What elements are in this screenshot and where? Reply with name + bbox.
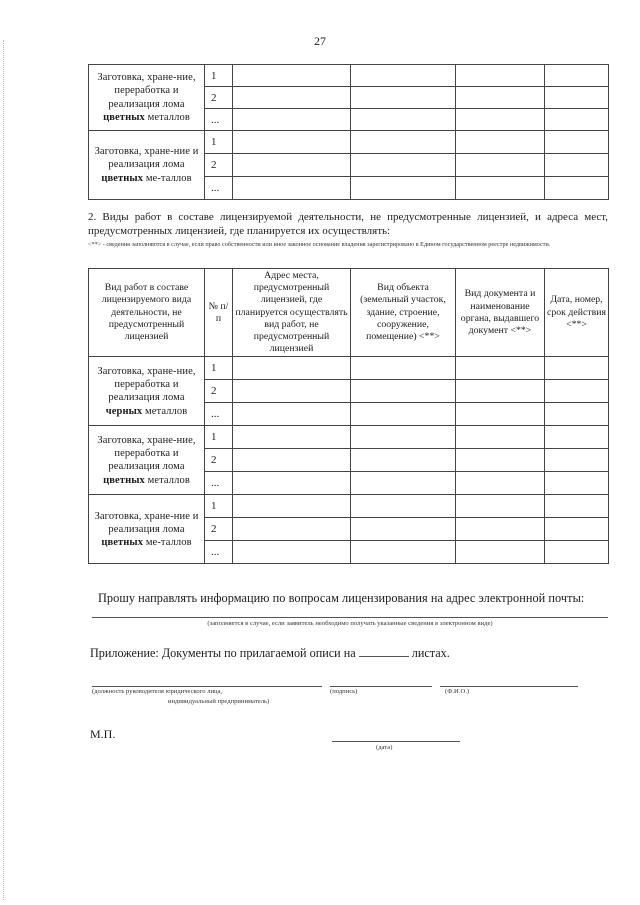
attachment-prefix: Приложение: Документы по прилагаемой описи на: [90, 646, 356, 660]
row-number: ...: [205, 403, 233, 426]
row-number: 1: [205, 65, 233, 87]
table-cell[interactable]: [351, 154, 456, 177]
name-caption: (Ф.И.О.): [445, 688, 470, 695]
table-cell[interactable]: [351, 495, 456, 518]
table-cell[interactable]: [351, 541, 456, 564]
table-cell[interactable]: [545, 357, 609, 380]
table-cell[interactable]: [456, 495, 545, 518]
table-cell[interactable]: [456, 541, 545, 564]
row-number: 2: [205, 449, 233, 472]
table-cell[interactable]: [456, 65, 545, 87]
table-cell[interactable]: [351, 518, 456, 541]
table-cell[interactable]: [351, 357, 456, 380]
table-cell[interactable]: [351, 426, 456, 449]
table-cell[interactable]: [351, 380, 456, 403]
date-field[interactable]: [332, 741, 460, 742]
table-cell[interactable]: [456, 380, 545, 403]
table-cell[interactable]: [233, 495, 351, 518]
table-cell[interactable]: [233, 403, 351, 426]
work-type-cell: Заготовка, хране-ние, переработка и реализация лома цветных металлов: [89, 65, 205, 131]
date-caption: (дата): [376, 744, 393, 751]
signature-caption: (подпись): [330, 688, 358, 695]
row-number: ...: [205, 177, 233, 200]
table-cell[interactable]: [351, 472, 456, 495]
work-type-cell: Заготовка, хране-ние, переработка и реализация лома цветных металлов: [89, 426, 205, 495]
table-cell[interactable]: [233, 109, 351, 131]
table-cell[interactable]: [545, 449, 609, 472]
table-cell[interactable]: [233, 131, 351, 154]
table-cell[interactable]: [456, 518, 545, 541]
header-document: Вид документа и наименование органа, выдавшего документ <**>: [456, 269, 545, 357]
table-cell[interactable]: [233, 154, 351, 177]
table-additional-works: [88, 268, 609, 564]
table-cell[interactable]: [233, 472, 351, 495]
table-cell[interactable]: [233, 380, 351, 403]
page-number: 27: [314, 34, 326, 48]
row-number: ...: [205, 541, 233, 564]
table-cell[interactable]: [233, 177, 351, 200]
table-cell[interactable]: [351, 449, 456, 472]
table-cell[interactable]: [456, 177, 545, 200]
table-continuation: [88, 64, 609, 200]
position-caption-2: индивидуальный предприниматель): [168, 698, 270, 705]
email-request-text: Прошу направлять информацию по вопросам лицензирования на адрес электронной почты:: [98, 591, 585, 605]
header-work-type: Вид работ в составе лицензируемого вида деятельности, не предусмотренный лицензией: [89, 269, 205, 357]
table-cell[interactable]: [545, 109, 609, 131]
email-caption: (заполняется в случае, если заявитель необходимо получать указанные сведения в электронном виде): [207, 620, 493, 627]
work-type-cell: Заготовка, хране-ние и реализация лома цветных ме-таллов: [89, 131, 205, 200]
row-number: 2: [205, 87, 233, 109]
table-cell[interactable]: [351, 403, 456, 426]
table-cell[interactable]: [351, 65, 456, 87]
table-cell[interactable]: [545, 65, 609, 87]
table-cell[interactable]: [233, 541, 351, 564]
section-2-heading: 2. Виды работ в составе лицензируемой деятельности, не предусмотренные лицензией, и адреса мест, предусмотренных лицензией, где планируется их осуществлять:: [88, 211, 608, 237]
table-cell[interactable]: [233, 87, 351, 109]
row-number: 1: [205, 131, 233, 154]
table-cell[interactable]: [456, 87, 545, 109]
row-number: 2: [205, 154, 233, 177]
table-cell[interactable]: [233, 357, 351, 380]
email-field[interactable]: [92, 617, 608, 618]
position-field[interactable]: [92, 686, 322, 687]
row-number: 2: [205, 518, 233, 541]
signature-field[interactable]: [330, 686, 432, 687]
work-type-cell: Заготовка, хране-ние и реализация лома цветных ме-таллов: [89, 495, 205, 564]
row-number: 1: [205, 357, 233, 380]
sheet-count-field[interactable]: [359, 645, 409, 657]
table-cell[interactable]: [351, 87, 456, 109]
table-cell[interactable]: [545, 403, 609, 426]
table-cell[interactable]: [351, 131, 456, 154]
table-cell[interactable]: [233, 518, 351, 541]
row-number: 2: [205, 380, 233, 403]
row-number: ...: [205, 472, 233, 495]
table-cell[interactable]: [456, 131, 545, 154]
table-cell[interactable]: [545, 177, 609, 200]
header-date: Дата, номер, срок действия <**>: [545, 269, 609, 357]
table-cell[interactable]: [545, 426, 609, 449]
table-cell[interactable]: [545, 518, 609, 541]
work-type-cell: Заготовка, хране-ние, переработка и реализация лома черных металлов: [89, 357, 205, 426]
attachment-line: [90, 645, 450, 661]
row-number: ...: [205, 109, 233, 131]
table-cell[interactable]: [545, 380, 609, 403]
stamp-place: М.П.: [90, 727, 116, 741]
row-number: 1: [205, 426, 233, 449]
table-cell[interactable]: [456, 154, 545, 177]
table-cell[interactable]: [456, 472, 545, 495]
table-cell[interactable]: [545, 154, 609, 177]
position-caption: (должность руководителя юридического лица,: [92, 688, 223, 695]
header-number: № п/п: [205, 269, 233, 357]
table-cell[interactable]: [545, 541, 609, 564]
header-address: Адрес места, предусмотренный лицензией, где планируется осуществлять вид работ, не предусмотренный лицензией: [233, 269, 351, 357]
table-cell[interactable]: [456, 449, 545, 472]
footnote: <**> - сведения заполняются в случае, если право собственности или иное законное основание владения зарегистрировано в Едином государственном реестре недвижимости.: [88, 241, 551, 248]
table-cell[interactable]: [456, 426, 545, 449]
table-cell[interactable]: [456, 109, 545, 131]
table-cell[interactable]: [545, 472, 609, 495]
table-cell[interactable]: [545, 87, 609, 109]
page-margin-binding: [3, 40, 5, 900]
row-number: 1: [205, 495, 233, 518]
table-cell[interactable]: [545, 131, 609, 154]
name-field[interactable]: [440, 686, 578, 687]
table-cell[interactable]: [233, 426, 351, 449]
attachment-suffix: листах.: [411, 646, 450, 660]
header-object-type: Вид объекта (земельный участок, здание, строение, сооружение, помещение) <**>: [351, 269, 456, 357]
table-cell[interactable]: [545, 495, 609, 518]
table-cell[interactable]: [351, 109, 456, 131]
table-cell[interactable]: [456, 403, 545, 426]
table-cell[interactable]: [233, 65, 351, 87]
table-cell[interactable]: [456, 357, 545, 380]
table-cell[interactable]: [351, 177, 456, 200]
table-cell[interactable]: [233, 449, 351, 472]
